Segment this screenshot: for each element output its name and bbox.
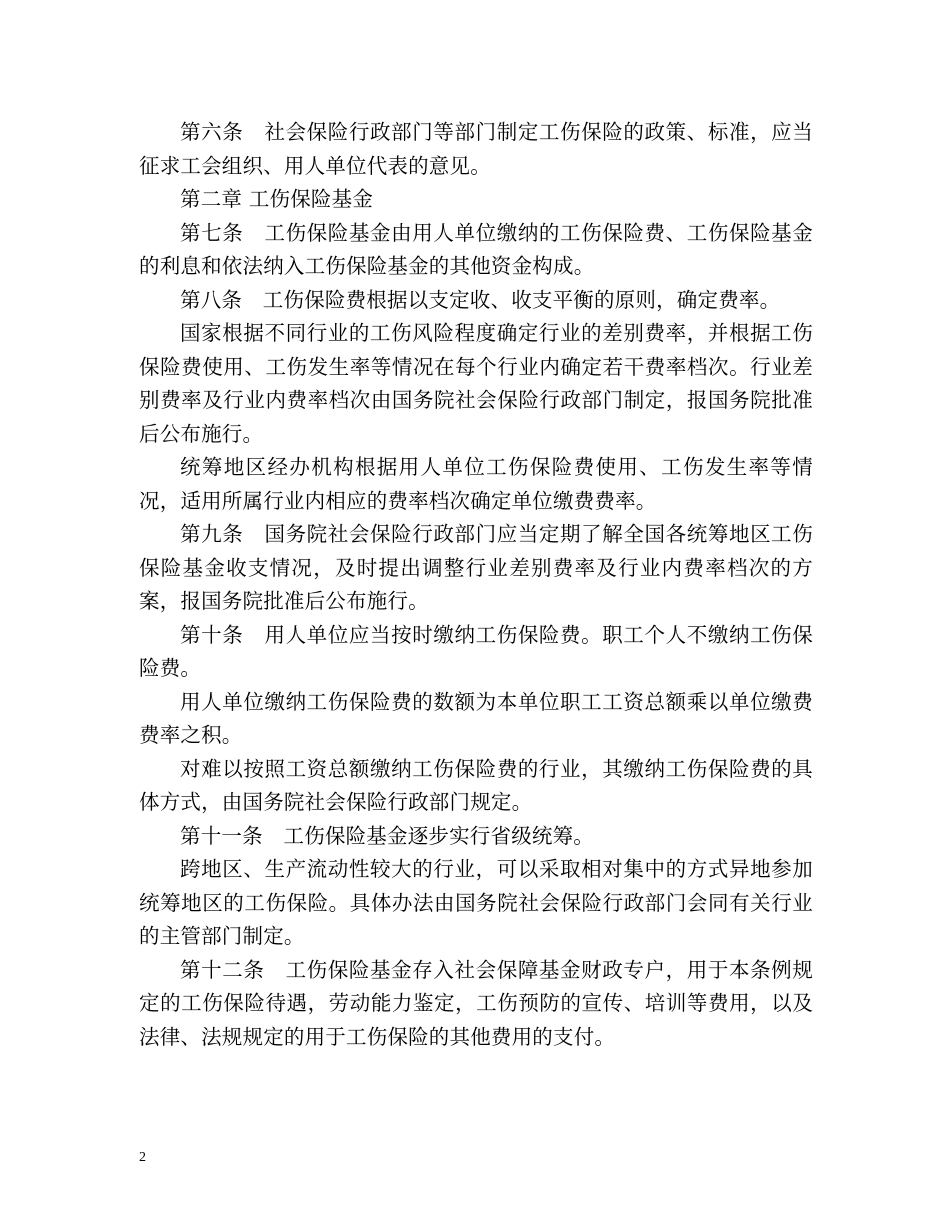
paragraph-article-8: 第八条 工伤保险费根据以支定收、收支平衡的原则，确定费率。 (180, 287, 781, 312)
paragraph-article-7: 第七条 工伤保险基金由用人单位缴纳的工伤保险费、工伤保险基金的利息和依法纳入工伤保险基金的其他资金构成。 (139, 220, 813, 278)
paragraph-article-10-clause-2: 用人单位缴纳工伤保险费的数额为本单位职工工资总额乘以单位缴费费率之积。 (139, 689, 813, 747)
paragraph-article-8-clause-2: 国家根据不同行业的工伤风险程度确定行业的差别费率，并根据工伤保险费使用、工伤发生率等情况在每个行业内确定若干费率档次。行业差别费率及行业内费率档次由国务院社会保险行政部门制定，报国务院批准后公布施行。 (139, 321, 813, 446)
paragraph-article-11: 第十一条 工伤保险基金逐步实行省级统筹。 (180, 823, 594, 848)
page-number: 2 (139, 1150, 146, 1165)
paragraph-article-12: 第十二条 工伤保险基金存入社会保障基金财政专户，用于本条例规定的工伤保险待遇，劳动能力鉴定，工伤预防的宣传、培训等费用，以及法律、法规规定的用于工伤保险的其他费用的支付。 (139, 957, 813, 1049)
paragraph-article-8-clause-3: 统筹地区经办机构根据用人单位工伤保险费使用、工伤发生率等情况，适用所属行业内相应的费率档次确定单位缴费费率。 (139, 455, 813, 513)
chapter-heading: 第二章 工伤保险基金 (180, 187, 374, 211)
document-body (139, 116, 813, 1054)
paragraph-article-10: 第十条 用人单位应当按时缴纳工伤保险费。职工个人不缴纳工伤保险费。 (139, 622, 813, 680)
paragraph-article-6: 第六条 社会保险行政部门等部门制定工伤保险的政策、标准，应当征求工会组织、用人单位代表的意见。 (139, 120, 813, 178)
paragraph-article-11-clause-2: 跨地区、生产流动性较大的行业，可以采取相对集中的方式异地参加统筹地区的工伤保险。具体办法由国务院社会保险行政部门会同有关行业的主管部门制定。 (139, 857, 813, 948)
paragraph-article-9: 第九条 国务院社会保险行政部门应当定期了解全国各统筹地区工伤保险基金收支情况，及时提出调整行业差别费率及行业内费率档次的方案，报国务院批准后公布施行。 (139, 522, 813, 613)
paragraph-article-10-clause-3: 对难以按照工资总额缴纳工伤保险费的行业，其缴纳工伤保险费的具体方式，由国务院社会保险行政部门规定。 (139, 756, 813, 814)
